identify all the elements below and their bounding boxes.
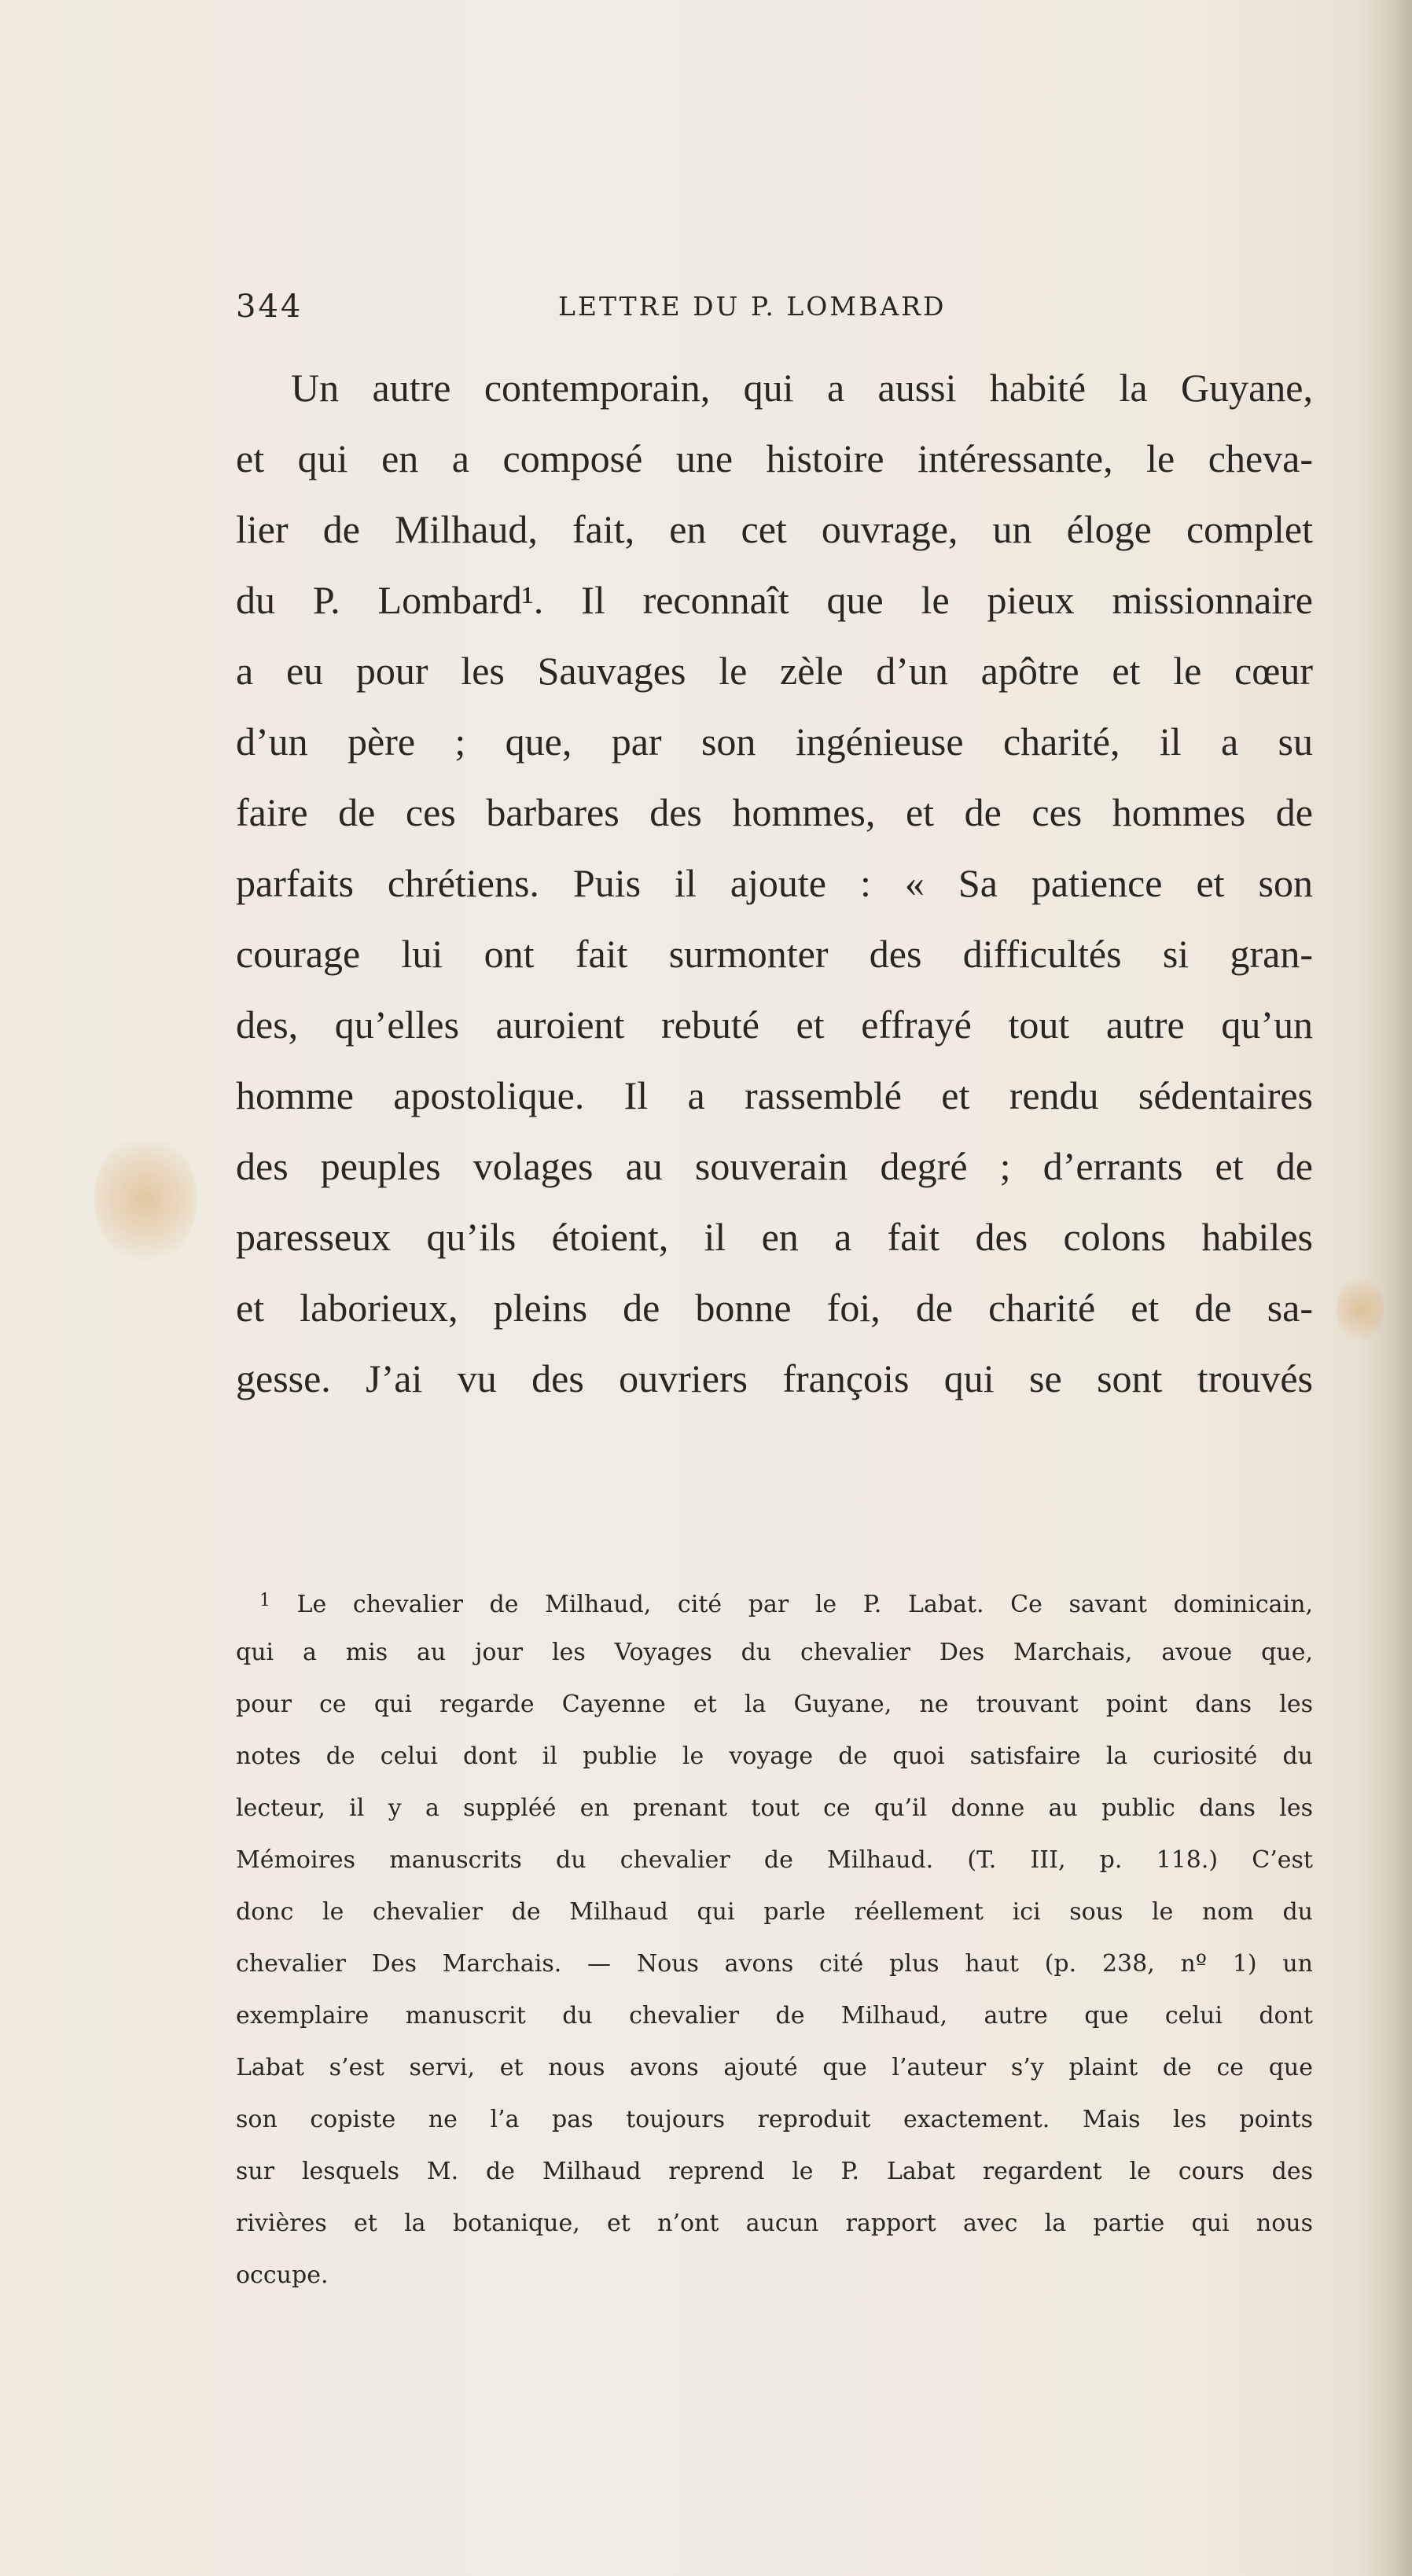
footnote-line — [236, 1575, 1313, 1627]
foxing-stain — [94, 1132, 197, 1266]
text-line: faire de ces barbares des hommes, et de ces hommes de — [236, 790, 1313, 834]
footnote-line: pour ce qui regarde Cayenne et la Guyane, ne trouvant point dans les — [236, 1691, 1313, 1718]
footnote-line: exemplaire manuscrit du chevalier de Milhaud, autre que celui dont — [236, 2002, 1313, 2030]
text-line: des, qu’elles auroient rebuté et effrayé tout autre qu’un — [236, 1003, 1313, 1047]
footnote — [236, 1575, 1313, 2302]
footnote-line: donc le chevalier de Milhaud qui parle réellement ici sous le nom du — [236, 1898, 1313, 1926]
footnote-line: notes de celui dont il publie le voyage de quoi satisfaire la curiosité du — [236, 1742, 1313, 1770]
text-line: du P. Lombard¹. Il reconnaît que le pieux missionnaire — [236, 578, 1313, 622]
foxing-stain-small — [1337, 1274, 1384, 1345]
text-line: homme apostolique. Il a rassemblé et rendu sédentaires — [236, 1073, 1313, 1117]
footnote-line: chevalier Des Marchais. — Nous avons cité plus haut (p. 238, nº 1) un — [236, 1950, 1313, 1978]
running-header — [236, 283, 1313, 330]
footnote-line: occupe. — [236, 2261, 329, 2289]
text-line: d’un père ; que, par son ingénieuse charité, il a su — [236, 719, 1313, 764]
text-line: et qui en a composé une histoire intéressante, le cheva- — [236, 436, 1313, 480]
footnote-line: lecteur, il y a suppléé en prenant tout ce qu’il donne au public dans les — [236, 1794, 1313, 1822]
footnote-line: rivières et la botanique, et n’ont aucun rapport avec la partie qui nous — [236, 2210, 1313, 2237]
footnote-line: son copiste ne l’a pas toujours reproduit exactement. Mais les points — [236, 2106, 1313, 2133]
text-line: et laborieux, pleins de bonne foi, de charité et de sa- — [236, 1286, 1313, 1330]
footnote-line-text: Le chevalier de Milhaud, cité par le P. Labat. Ce savant dominicain, — [296, 1591, 1313, 1618]
footnote-line: sur lesquels M. de Milhaud reprend le P. Labat regardent le cours des — [236, 2158, 1313, 2185]
page-number: 344 — [236, 289, 303, 325]
text-line: gesse. J’ai vu des ouvriers françois qui se sont trouvés — [236, 1356, 1313, 1400]
text-line: Un autre contemporain, qui a aussi habité la Guyane, — [291, 366, 1313, 410]
running-title: LETTRE DU P. LOMBARD — [558, 291, 947, 322]
text-line: parfaits chrétiens. Puis il ajoute : « Sa patience et son — [236, 861, 1313, 905]
text-line: paresseux qu’ils étoient, il en a fait des colons habiles — [236, 1215, 1313, 1259]
footnote-marker: 1 — [259, 1591, 270, 1610]
footnote-line: qui a mis au jour les Voyages du chevalier Des Marchais, avoue que, — [236, 1639, 1313, 1666]
text-line: courage lui ont fait surmonter des difficultés si gran- — [236, 932, 1313, 976]
text-line: lier de Milhaud, fait, en cet ouvrage, un éloge complet — [236, 507, 1313, 551]
main-text — [236, 352, 1313, 1414]
text-line: a eu pour les Sauvages le zèle d’un apôtre et le cœur — [236, 649, 1313, 693]
text-line: des peuples volages au souverain degré ; d’errants et de — [236, 1144, 1313, 1188]
footnote-line: Labat s’est servi, et nous avons ajouté que l’auteur s’y plaint de ce que — [236, 2054, 1313, 2081]
footnote-line: Mémoires manuscrits du chevalier de Milhaud. (T. III, p. 118.) C’est — [236, 1846, 1313, 1874]
